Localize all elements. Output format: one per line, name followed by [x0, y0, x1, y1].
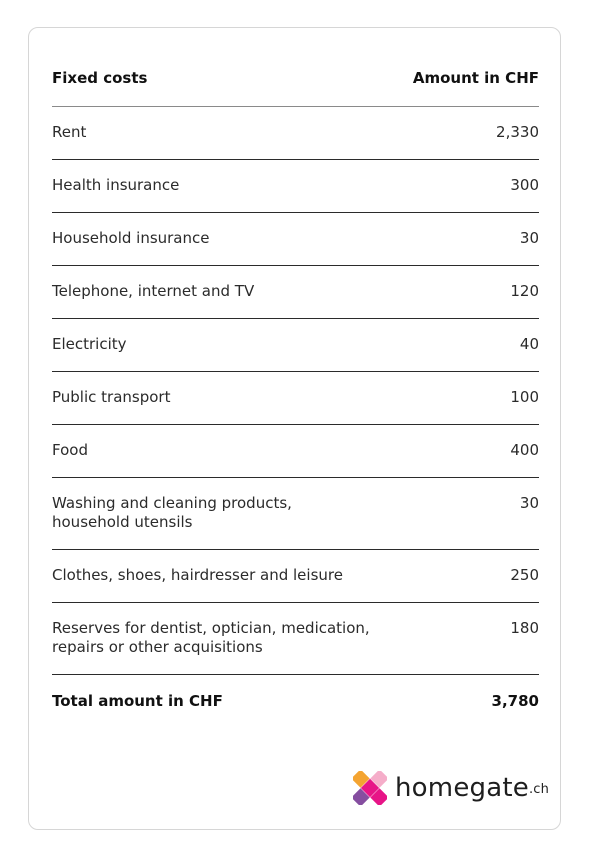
- row-label: Washing and cleaning products, household utensils: [52, 494, 292, 531]
- table-row: [52, 372, 539, 425]
- table-header: [52, 28, 539, 107]
- row-label: Public transport: [52, 388, 171, 406]
- logo-tld: .ch: [528, 782, 550, 797]
- header-value: Amount in CHF: [412, 69, 539, 87]
- row-value: 300: [510, 176, 539, 194]
- table-total-row: [52, 675, 539, 735]
- row-label: Reserves for dentist, optician, medication, repairs or other acquisitions: [52, 619, 370, 656]
- row-label: Clothes, shoes, hairdresser and leisure: [52, 566, 343, 584]
- row-value: 250: [510, 566, 539, 584]
- row-value: 30: [519, 229, 539, 247]
- header-label: Fixed costs: [52, 69, 148, 87]
- row-label: Food: [52, 441, 88, 459]
- row-label: Telephone, internet and TV: [52, 282, 255, 300]
- table-row: [52, 107, 539, 160]
- row-value: 30: [519, 494, 539, 512]
- fixed-costs-table: [52, 28, 539, 735]
- logo-name: homegate: [395, 773, 529, 803]
- table-row: [52, 160, 539, 213]
- table-row: [52, 478, 539, 550]
- table-row: [52, 425, 539, 478]
- row-label: Household insurance: [52, 229, 210, 247]
- row-value: 100: [510, 388, 539, 406]
- table-row: [52, 319, 539, 372]
- table-row: [52, 266, 539, 319]
- row-value: 180: [510, 619, 539, 637]
- row-value: 2,330: [496, 123, 539, 141]
- row-label: Electricity: [52, 335, 127, 353]
- row-label: Health insurance: [52, 176, 180, 194]
- total-label: Total amount in CHF: [52, 692, 223, 710]
- row-value: 120: [510, 282, 539, 300]
- homegate-logo-mark-icon: [353, 771, 387, 805]
- row-label: Rent: [52, 123, 87, 141]
- table-row: [52, 603, 539, 675]
- table-row: [52, 213, 539, 266]
- fixed-costs-card: [28, 27, 561, 830]
- homegate-wordmark: [395, 774, 549, 802]
- row-value: 40: [519, 335, 539, 353]
- table-row: [52, 550, 539, 603]
- row-value: 400: [510, 441, 539, 459]
- total-value: 3,780: [491, 692, 539, 710]
- homegate-logo: [353, 771, 550, 807]
